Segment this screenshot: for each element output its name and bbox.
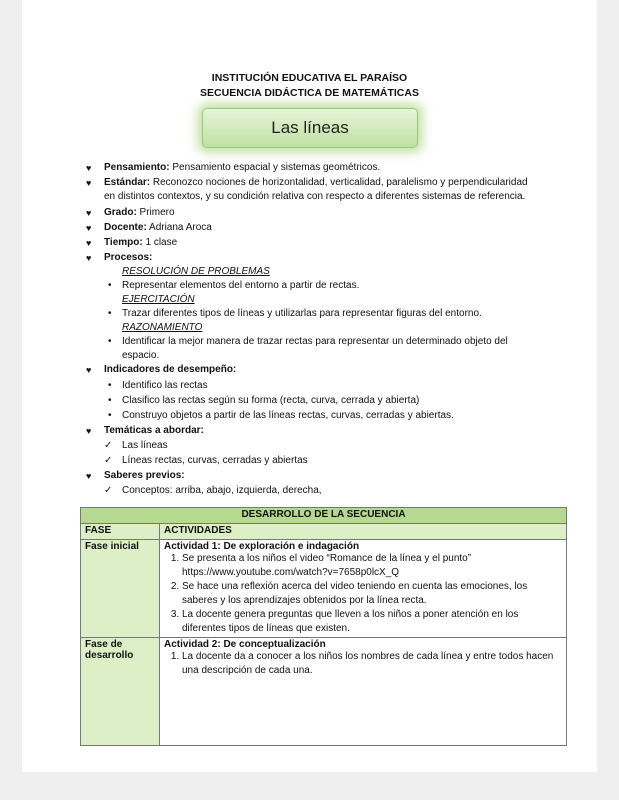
tematicas-label: Temáticas a abordar:: [104, 425, 204, 436]
list-item: 3. La docente genera preguntas que lleven a los niños a poner atención en los diferentes tipos de líneas que existen.: [182, 608, 562, 635]
table-title: DESARROLLO DE LA SECUENCIA: [81, 508, 567, 524]
process-item-razonamiento: Identificar la mejor manera de trazar rectas para representar un determinado objeto del: [122, 336, 508, 347]
title-box: [202, 108, 418, 148]
checkmark-icon: ✓: [104, 440, 113, 451]
pensamiento-label: Pensamiento:: [104, 162, 170, 173]
table-header-fase: FASE: [81, 524, 160, 540]
table-row: [81, 540, 567, 638]
heart-bullet-icon: ♥: [86, 253, 92, 263]
docente-value: Adriana Aroca: [146, 222, 212, 233]
left-margin: [0, 0, 22, 800]
heart-bullet-icon: ♥: [86, 365, 92, 375]
heart-bullet-icon: ♥: [86, 163, 92, 173]
bullet-dot-icon: •: [108, 308, 112, 319]
actividades-cell: [160, 540, 567, 638]
heart-bullet-icon: ♥: [86, 178, 92, 188]
heart-bullet-icon: ♥: [86, 471, 92, 481]
saber-item: Conceptos: arriba, abajo, izquierda, derecha,: [122, 485, 322, 496]
pensamiento-value: Pensamiento espacial y sistemas geométricos.: [169, 162, 381, 173]
activity-list: [164, 552, 562, 635]
heart-bullet-icon: ♥: [86, 426, 92, 436]
process-heading-ejercitacion: EJERCITACIÓN: [122, 294, 195, 305]
list-item: 1. La docente da a conocer a los niños los nombres de cada línea y entre todos hacen una descripción de cada una.: [182, 650, 562, 677]
bottom-margin: [0, 772, 619, 800]
checkmark-icon: ✓: [104, 455, 113, 466]
activity-title: Actividad 1: De exploración e indagación: [164, 541, 360, 552]
tiempo-label: Tiempo:: [104, 237, 143, 248]
estandar-label: Estándar:: [104, 177, 151, 188]
indicadores-label: Indicadores de desempeño:: [104, 364, 237, 375]
tiempo-line: [104, 237, 177, 248]
grado-line: [104, 207, 175, 218]
list-item: 2. Se hace una reflexión acerca del video teniendo en cuenta las emociones, los saberes y los aprendizajes obtenidos por la línea recta.: [182, 580, 562, 607]
process-item-razonamiento-cont: espacio.: [122, 350, 160, 361]
indicador-item: Clasifico las rectas según su forma (recta, curva, cerrada y abierta): [122, 395, 420, 406]
actividades-cell: [160, 638, 567, 746]
saberes-label: Saberes previos:: [104, 470, 185, 481]
docente-label: Docente:: [104, 222, 147, 233]
heart-bullet-icon: ♥: [86, 238, 92, 248]
right-margin: [597, 0, 619, 800]
fase-cell: Fase de desarrollo: [81, 638, 160, 746]
estandar-value-cont: en distintos contextos, y su condición relativa con respecto a diferentes sistemas de referencia.: [104, 191, 526, 202]
table-row: [81, 638, 567, 746]
sequence-table: [80, 507, 567, 746]
process-heading-razonamiento: RAZONAMIENTO: [122, 322, 203, 333]
bullet-dot-icon: •: [108, 280, 112, 291]
tematica-item: Las líneas: [122, 440, 168, 451]
procesos-label: Procesos:: [104, 252, 153, 263]
grado-label: Grado:: [104, 207, 137, 218]
estandar-value: Reconozco nociones de horizontalidad, verticalidad, paralelismo y perpendicularidad: [150, 177, 528, 188]
grado-value: Primero: [136, 207, 175, 218]
bullet-dot-icon: •: [108, 380, 112, 391]
checkmark-icon: ✓: [104, 485, 113, 496]
heart-bullet-icon: ♥: [86, 208, 92, 218]
bullet-dot-icon: •: [108, 410, 112, 421]
subtitle-heading: SECUENCIA DIDÁCTICA DE MATEMÁTICAS: [200, 87, 419, 99]
fase-cell: Fase inicial: [81, 540, 160, 638]
indicador-item: Identifico las rectas: [122, 380, 208, 391]
list-item: 1. Se presenta a los niños el video “Romance de la línea y el punto” https://www.youtube.com/watch?v=7658p0lcX_Q: [182, 552, 562, 579]
tematica-item: Líneas rectas, curvas, cerradas y abiertas: [122, 455, 308, 466]
activity-list: [164, 650, 562, 677]
process-item-resolucion: Representar elementos del entorno a partir de rectas.: [122, 280, 360, 291]
page-title: Las líneas: [271, 118, 349, 137]
bullet-dot-icon: •: [108, 336, 112, 347]
activity-title: Actividad 2: De conceptualización: [164, 639, 326, 650]
process-item-ejercitacion: Trazar diferentes tipos de líneas y utilizarlas para representar figuras del entorno.: [122, 308, 482, 319]
pensamiento-line: [104, 162, 380, 173]
tiempo-value: 1 clase: [142, 237, 178, 248]
heart-bullet-icon: ♥: [86, 223, 92, 233]
indicador-item: Construyo objetos a partir de las líneas rectas, curvas, cerradas y abiertas.: [122, 410, 454, 421]
bullet-dot-icon: •: [108, 395, 112, 406]
docente-line: [104, 222, 212, 233]
estandar-line: [104, 177, 528, 188]
process-heading-resolucion: RESOLUCIÓN DE PROBLEMAS: [122, 266, 270, 277]
institution-heading: INSTITUCIÓN EDUCATIVA EL PARAÍSO: [211, 72, 408, 84]
table-header-actividades: ACTIVIDADES: [160, 524, 567, 540]
